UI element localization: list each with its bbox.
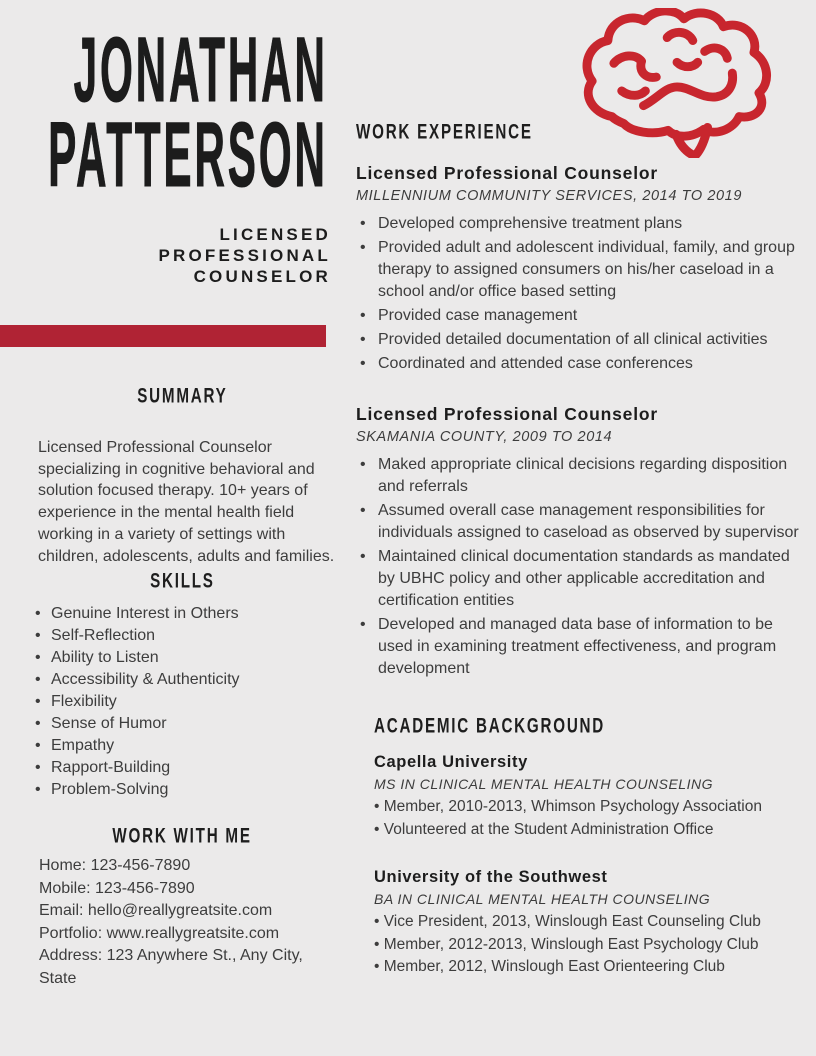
contact-email: Email: hello@reallygreatsite.com <box>39 902 273 919</box>
school-bullet: • Member, 2010-2013, Whimson Psychology Association <box>374 796 808 819</box>
contact-mobile-phone: Mobile: 123-456-7890 <box>39 879 195 897</box>
job-title: Licensed Professional Counselor <box>356 404 658 424</box>
accent-bar <box>0 325 326 347</box>
contact-heading-label: WORK WITH ME <box>112 824 252 848</box>
contact-portfolio: Portfolio: www.reallygreatsite.com <box>39 924 280 942</box>
person-title-line: PROFESSIONAL <box>158 246 331 265</box>
school-name: Capella University <box>374 753 528 771</box>
main-column <box>356 122 808 1005</box>
job-bullet: • Provided detailed documentation of all clinical activities <box>356 329 808 351</box>
job-bullet: • Coordinated and attended case conferences <box>356 353 808 375</box>
school-bullet: • Member, 2012, Winslough East Orienteering Club <box>374 956 808 979</box>
skill-item: • Rapport-Building <box>35 757 341 779</box>
school-name: University of the Southwest <box>374 868 608 886</box>
skills-heading <box>0 571 364 593</box>
skill-item: • Empathy <box>35 735 341 757</box>
skill-item: • Genuine Interest in Others <box>35 603 341 625</box>
education-section <box>374 716 808 979</box>
school-entry <box>374 867 808 979</box>
skill-item: • Accessibility & Authenticity <box>35 669 341 691</box>
job-bullet: • Developed and managed data base of information to be used in examining treatment effectiveness, and program development <box>356 614 808 680</box>
job-title: Licensed Professional Counselor <box>356 163 658 183</box>
school-entry <box>374 752 808 841</box>
job-entry <box>356 162 808 375</box>
job-bullet: • Provided case management <box>356 305 808 327</box>
name-block <box>48 19 328 206</box>
skills-heading-label: SKILLS <box>149 569 215 593</box>
summary-heading-label: SUMMARY <box>136 384 228 408</box>
person-title-line: COUNSELOR <box>193 267 331 286</box>
skill-item: • Flexibility <box>35 691 341 713</box>
person-title-line: LICENSED <box>219 225 331 244</box>
last-name: PATTERSON <box>48 104 328 206</box>
contact-address: Address: 123 Anywhere St., Any City, State <box>39 947 303 987</box>
job-bullet-list <box>356 454 808 680</box>
skill-item: • Sense of Humor <box>35 713 341 735</box>
skill-item: • Problem-Solving <box>35 779 341 801</box>
job-bullet: • Developed comprehensive treatment plans <box>356 213 808 235</box>
summary-heading <box>0 386 364 408</box>
job-bullet: • Assumed overall case management responsibilities for individuals assigned to caseload as observed by supervisor <box>356 500 808 544</box>
school-bullet: • Member, 2012-2013, Winslough East Psychology Club <box>374 934 808 957</box>
work-experience-heading-label: WORK EXPERIENCE <box>356 120 533 144</box>
summary-text: Licensed Professional Counselor specializing in cognitive behavioral and solution focused therapy. 10+ years of experience in the mental health field working in a variety of settings with children, adolescents, adults and families. <box>38 439 335 565</box>
academic-background-heading <box>374 716 808 738</box>
contact-list <box>39 855 339 990</box>
academic-background-heading-label: ACADEMIC BACKGROUND <box>374 714 606 738</box>
job-meta: MILLENNIUM COMMUNITY SERVICES, 2014 TO 2019 <box>356 188 742 204</box>
skills-list <box>35 603 341 801</box>
first-name: JONATHAN <box>73 19 328 121</box>
school-bullet-list <box>374 796 808 841</box>
job-meta: SKAMANIA COUNTY, 2009 TO 2014 <box>356 429 613 445</box>
skill-item: • Ability to Listen <box>35 647 341 669</box>
job-bullet: • Provided adult and adolescent individual, family, and group therapy to assigned consumers on his/her caseload in a school and/or office based setting <box>356 237 808 303</box>
job-bullet-list <box>356 213 808 375</box>
contact-heading <box>0 826 364 848</box>
school-bullet: • Volunteered at the Student Administration Office <box>374 819 808 842</box>
job-entry <box>356 403 808 680</box>
school-bullet-list <box>374 911 808 979</box>
school-degree: BA IN CLINICAL MENTAL HEALTH COUNSELING <box>374 891 711 907</box>
skill-item: • Self-Reflection <box>35 625 341 647</box>
school-degree: MS IN CLINICAL MENTAL HEALTH COUNSELING <box>374 776 713 792</box>
person-title <box>158 224 331 287</box>
school-bullet: • Vice President, 2013, Winslough East Counseling Club <box>374 911 808 934</box>
job-bullet: • Maked appropriate clinical decisions regarding disposition and referrals <box>356 454 808 498</box>
work-experience-heading <box>356 122 808 144</box>
contact-home-phone: Home: 123-456-7890 <box>39 857 191 874</box>
job-bullet: • Maintained clinical documentation standards as mandated by UBHC policy and other applicable accreditation and certification entities <box>356 546 808 612</box>
